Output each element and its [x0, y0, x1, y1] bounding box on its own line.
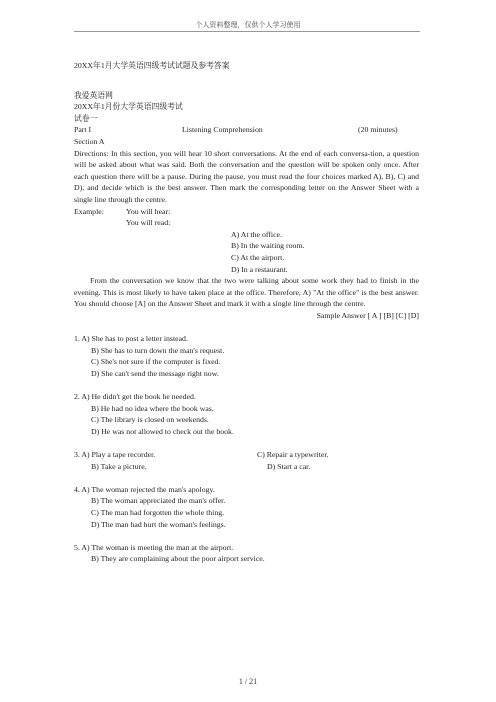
- directions-text: Directions: In this section, you will hear 10 short conversations. At the end of each conversa-tion, a question will be asked about what was said. Both the conversation and the question will be spoken only once. After each question there will be a pause. During the pause, you must read the four choices marked A), B), C) and D), and decide which is the best answer. Then mark the corresponding letter on the Answer Sheet with a single line through the centre.: [74, 148, 419, 204]
- source-line: 我爱英语网: [74, 90, 113, 100]
- exam-subtitle: 20XX年1月份大学英语四级考试: [74, 102, 183, 112]
- example-option: A) At the office.: [231, 229, 282, 239]
- example-read: You will read:: [126, 218, 171, 228]
- question-3-row-1: [74, 449, 419, 461]
- part-title: Listening Comprehension: [182, 125, 263, 135]
- question-2-b: B) He had no idea where the book was.: [91, 403, 214, 413]
- header-rule: [74, 31, 420, 32]
- question-3-d: D) Start a car.: [267, 461, 311, 471]
- part-time: (20 minutes): [358, 125, 398, 135]
- part-name: Part I: [74, 125, 92, 135]
- document-body: [74, 60, 419, 565]
- question-4-a: 4. A) The woman rejected the man's apology.: [74, 484, 215, 494]
- question-1-a: 1. A) She has to post a letter instead.: [74, 334, 188, 344]
- question-1-c: C) She's not sure if the computer is fixed.: [91, 357, 221, 367]
- example-option: B) In the waiting room.: [231, 241, 305, 251]
- explanation-text: From the conversation we know that the two were talking about some work they had to finish in the evening. This is most likely to have taken place at the office. Therefore, A) "At the office" is the best answer. You should choose [A] on the Answer Sheet and mark it with a single line through the centre.: [74, 276, 419, 309]
- question-1-d: D) She can't send the message right now.: [91, 368, 219, 378]
- example-label: Example:: [74, 206, 104, 216]
- section-label: Section A: [74, 136, 105, 146]
- part-heading: [74, 124, 419, 136]
- question-2-c: C) The library is closed on weekends.: [91, 415, 209, 425]
- example-hear: You will hear:: [126, 206, 171, 216]
- question-5-b: B) They are complaining about the poor airport service.: [91, 554, 265, 564]
- question-2-a: 2. A) He didn't get the book he needed.: [74, 392, 196, 402]
- question-3-c: C) Repair a typewriter.: [257, 450, 329, 459]
- question-4-b: B) The woman appreciated the man's offer.: [91, 496, 226, 506]
- sample-answer: Sample Answer [ A ] [B] [C] [D]: [316, 310, 419, 320]
- page-number: 1 / 21: [238, 677, 258, 686]
- page-header: 个人资料整理，仅供个人学习使用: [195, 21, 301, 29]
- paper-label: 试卷一: [74, 113, 98, 123]
- question-2-d: D) He was not allowed to check out the book.: [91, 426, 234, 436]
- question-3-row-2: [74, 461, 419, 473]
- question-5-a: 5. A) The woman is meeting the man at the airport.: [74, 542, 234, 552]
- example-option: D) In a restaurant.: [231, 264, 288, 274]
- question-1-b: B) She has to turn down the man's request.: [91, 345, 225, 355]
- example-hear-row: [74, 206, 419, 218]
- question-3-b: B) Take a picture.: [91, 461, 147, 471]
- question-4-c: C) The man had forgotten the whole thing.: [91, 507, 225, 517]
- example-option: C) At the airport.: [231, 252, 285, 262]
- question-3-a: 3. A) Play a tape recorder.: [74, 450, 156, 459]
- document-title: 20XX年1月大学英语四级考试试题及参考答案: [74, 61, 230, 70]
- question-4-d: D) The man had hurt the woman's feelings.: [91, 519, 226, 529]
